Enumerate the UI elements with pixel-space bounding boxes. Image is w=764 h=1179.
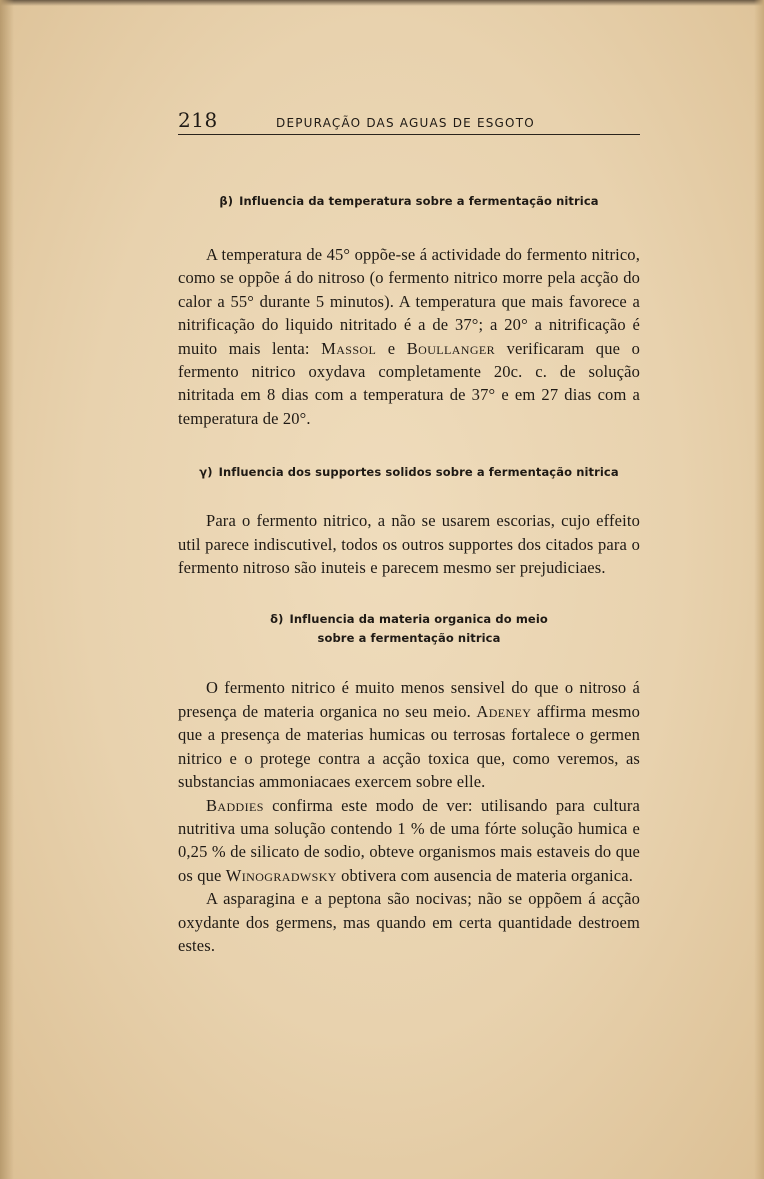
paragraph-text: confirma este modo de ver: utilisando para cultura nutritiva uma solução contendo 1 % de uma fórte solução humica e 0,25 % de silicato de sodio, obteve organismos mais estaveis do que os que [178, 795, 640, 885]
paragraph-text: affirma mesmo que a presença de materias humicas ou terrosas fortalece o germen nitrico e o protege contra a acção toxica que, como veremos, as substancias ammoniacaes exercem sobre elle. [178, 701, 641, 792]
section-heading-text: sobre a fermentação nitrica [317, 631, 501, 646]
section-heading-temperature [178, 192, 640, 211]
paragraph [178, 887, 640, 957]
paragraph-text: A temperatura de 45° oppõe-se á actividade do fermento nitrico, como se oppõe á do nitroso (o fermento nitrico morre pela acção do calor a 55° durante 5 minutos). A temperatura que mais favorece a nitrificação do liquido nitritado é a de 37°; a 20° a nitrificação é muito mais lenta: [178, 245, 640, 358]
paragraph-text: verificaram que o fermento nitrico oxydava completamente 20c. c. de solução nitritada em 8 dias com a temperatura de 37° e em 27 dias com a temperatura de 20°. [178, 338, 640, 428]
paragraph-text: obtivera com ausencia de materia organica. [336, 865, 633, 885]
page-left-edge [0, 0, 14, 1179]
book-page [178, 100, 640, 957]
paragraph [178, 509, 640, 579]
running-head [178, 100, 640, 135]
page-top-edge [0, 0, 764, 6]
author-name: Massol [321, 338, 377, 358]
paragraph [178, 676, 640, 793]
paragraph [178, 794, 640, 888]
paragraph-text: e [376, 338, 407, 358]
section-marker: γ) [199, 465, 213, 480]
author-name: Winogradwsky [225, 865, 337, 885]
author-name: Baddies [206, 795, 264, 815]
section-heading-text: Influencia da temperatura sobre a fermentação nitrica [239, 194, 599, 208]
section-marker: δ) [270, 612, 284, 627]
paragraph-text: Para o fermento nitrico, a não se usarem escorias, cujo effeito util parece indiscutivel, todos os outros supportes dos citados para o fermento nitroso são inuteis e parecem mesmo ser prejudiciaes. [178, 511, 640, 578]
section-marker: β) [219, 194, 234, 208]
author-name: Adeney [476, 701, 532, 721]
section-heading-text: Influencia da materia organica do meio [289, 612, 548, 627]
paragraph-text: A asparagina e a peptona são nocivas; não se oppõem á acção oxydante dos germens, mas quando em certa quantidade destroem estes. [178, 889, 640, 955]
paragraph-text: O fermento nitrico é muito menos sensivel do que o nitroso á presença de materia organica no seu meio. [178, 678, 640, 721]
paragraph [178, 243, 640, 430]
section-heading-text: Influencia dos supportes solidos sobre a fermentação nitrica [218, 465, 619, 480]
running-title: DEPURAÇÃO DAS AGUAS DE ESGOTO [276, 116, 535, 130]
section-heading-organic-matter [178, 610, 640, 648]
section-heading-supports [178, 463, 640, 482]
page-number: 218 [178, 108, 218, 132]
page-right-edge [754, 0, 764, 1179]
author-name: Boullanger [406, 338, 496, 358]
